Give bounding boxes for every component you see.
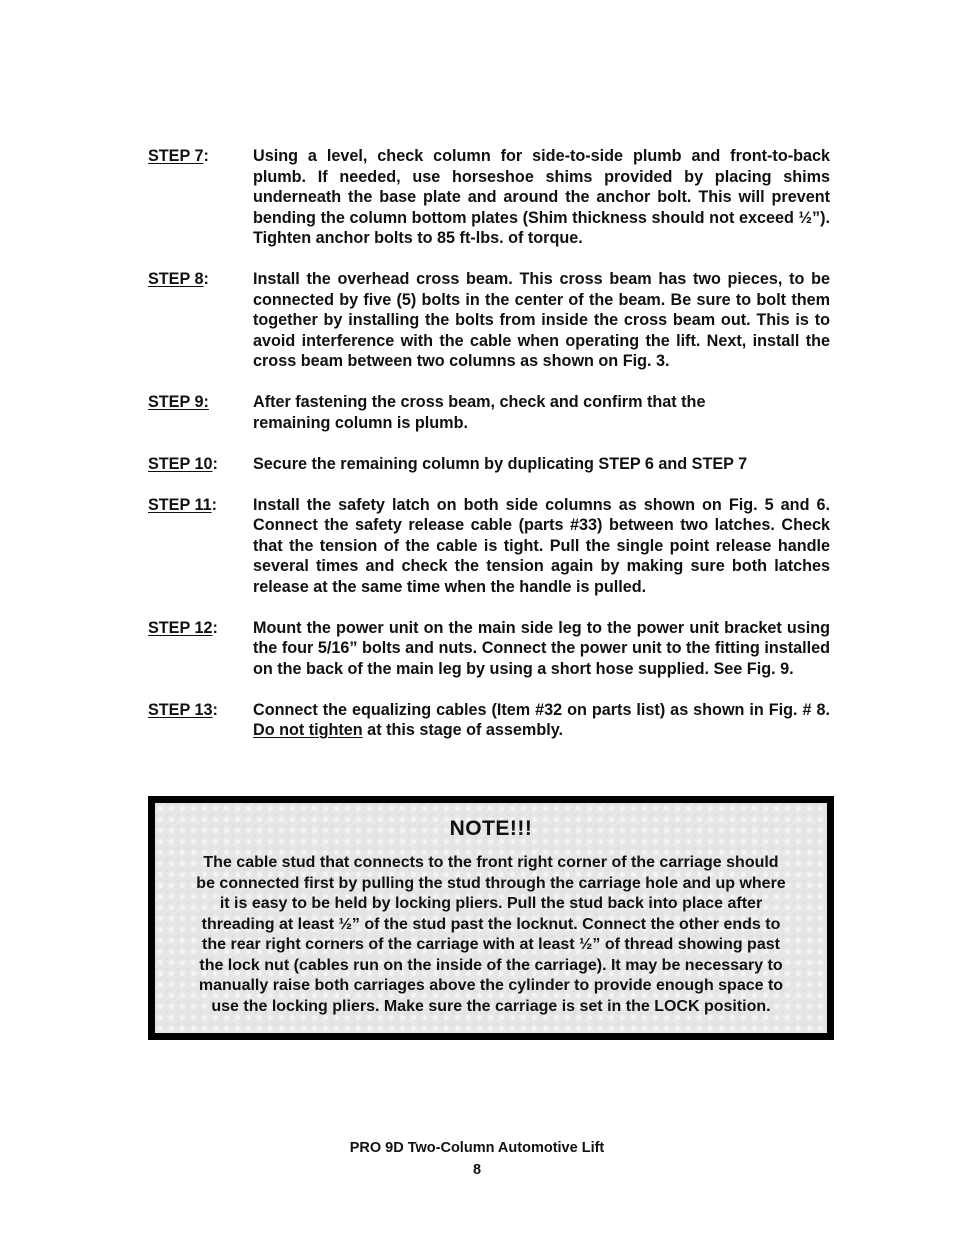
note-line: be connected first by pulling the stud through the carriage hole and up where <box>196 874 786 892</box>
step-label <box>148 146 253 249</box>
step-11 <box>148 495 830 598</box>
step-text: Install the overhead cross beam. This cross beam has two pieces, to be connected by five (5) bolts in the center of the beam. Be sure to bolt them together by installing the bolts from inside the cross beam out. This is to avoid interference with the cable when operating the lift. Next, install the cross beam between two columns as shown on Fig. 3. <box>253 270 830 370</box>
step-12 <box>148 618 830 680</box>
note-line: The cable stud that connects to the front right corner of the carriage should <box>203 854 779 871</box>
step-label <box>148 392 253 433</box>
step-7 <box>148 146 830 249</box>
do-not-tighten-emphasis: Do not tighten <box>253 721 363 739</box>
note-body <box>155 853 827 1017</box>
note-line: the lock nut (cables run on the inside of the carriage). It may be necessary to <box>199 956 783 974</box>
step-8 <box>148 269 830 372</box>
step-text-part: Connect the equalizing cables (Item #32 on parts list) as shown in Fig. # 8. <box>253 700 830 719</box>
step-label-suffix: : <box>211 495 217 514</box>
page-number: 8 <box>472 1162 482 1178</box>
step-text: Secure the remaining column by duplicating STEP 6 and STEP 7 <box>253 454 748 473</box>
step-label-suffix: : <box>203 270 209 288</box>
step-label-suffix: : <box>212 700 218 719</box>
note-line: threading at least ½” of the stud past the locknut. Connect the other ends to <box>201 915 781 933</box>
step-label-text: STEP 13 <box>148 700 213 719</box>
step-label-text: STEP 7 <box>148 147 204 165</box>
note-title: NOTE!!! <box>449 817 533 840</box>
step-9 <box>148 392 830 433</box>
step-label-text: STEP 12 <box>148 618 213 637</box>
step-text: Using a level, check column for side-to-side plumb and front-to-back plumb. If needed, use horseshoe shims provided by placing shims underneath the base plate and around the anchor bolt. This will prevent bending the column bottom plates (Shim thickness should not exceed ½”). Tighten anchor bolts to 85 ft-lbs. of torque. <box>253 147 830 247</box>
step-text: Mount the power unit on the main side leg to the power unit bracket using the four 5/16” bolts and nuts. Connect the power unit to the fitting installed on the back of the main leg by using a short hose supplied. See Fig. 9. <box>253 618 830 678</box>
step-text: After fastening the cross beam, check and confirm that the remaining column is plumb. <box>253 393 706 432</box>
step-label-text: STEP 8 <box>148 270 204 288</box>
step-label-suffix: : <box>212 618 218 637</box>
step-label-text: STEP 10 <box>148 454 213 473</box>
step-text: Install the safety latch on both side columns as shown on Fig. 5 and 6. Connect the safety release cable (parts #33) between two latches. Check that the tension of the cable is tight. Pull the single point release handle several times and check the tension again by making sure both latches release at the same time when the handle is pulled. <box>253 495 830 596</box>
note-line: the rear right corners of the carriage with at least ½” of thread showing past <box>202 936 780 953</box>
note-line: it is easy to be held by locking pliers. Pull the stud back into place after <box>219 895 763 912</box>
step-label-suffix: : <box>212 454 218 473</box>
step-10 <box>148 454 830 475</box>
steps-list <box>148 146 830 761</box>
step-13 <box>148 700 830 741</box>
step-label <box>148 495 253 598</box>
footer-title: PRO 9D Two-Column Automotive Lift <box>349 1140 605 1156</box>
step-label-text: STEP 9: <box>148 393 209 411</box>
note-line: use the locking pliers. Make sure the carriage is set in the LOCK position. <box>211 997 771 1015</box>
page-footer <box>0 1137 954 1181</box>
step-text <box>253 700 830 741</box>
step-label <box>148 454 253 475</box>
step-label <box>148 269 253 372</box>
note-box <box>148 796 834 1040</box>
step-label-suffix: : <box>203 147 209 165</box>
step-label-text: STEP 11 <box>148 495 212 514</box>
note-line: manually raise both carriages above the cylinder to provide enough space to <box>198 977 784 994</box>
step-label <box>148 618 253 680</box>
step-label <box>148 700 253 741</box>
step-text-part: at this stage of assembly. <box>362 721 563 739</box>
